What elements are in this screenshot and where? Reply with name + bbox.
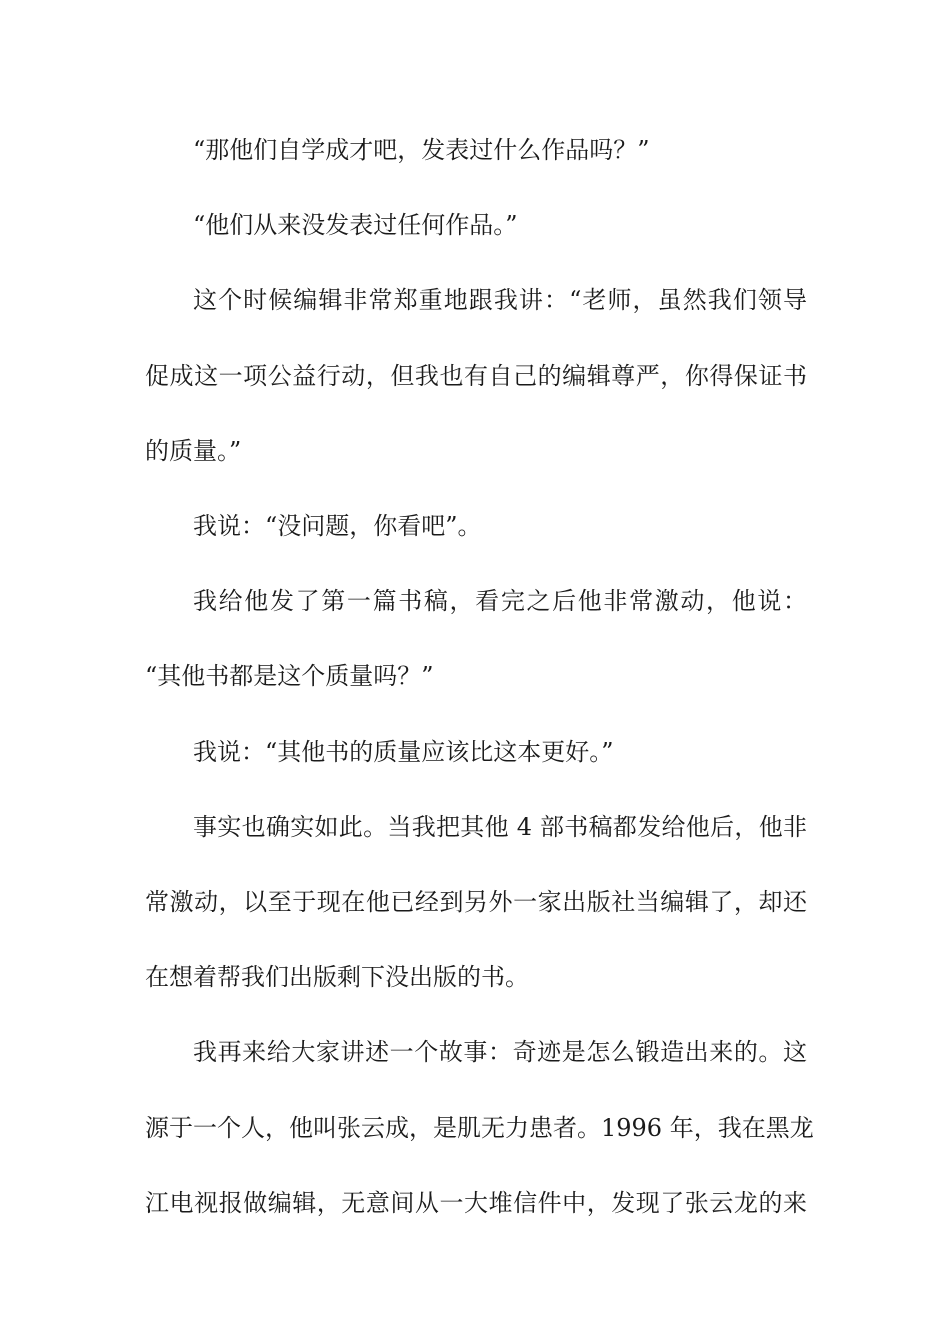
text-line: “那他们自学成才吧，发表过什么作品吗？” xyxy=(193,136,650,164)
text-line: 事实也确实如此。当我把其他 4 部书稿都发给他后，他非 xyxy=(193,813,807,841)
text-line: 江电视报做编辑，无意间从一大堆信件中，发现了张云龙的来 xyxy=(145,1189,807,1217)
text-line: 常激动，以至于现在他已经到另外一家出版社当编辑了，却还 xyxy=(145,888,807,916)
text-line: 我再来给大家讲述一个故事：奇迹是怎么锻造出来的。这 xyxy=(193,1038,807,1066)
text-line: “其他书都是这个质量吗？” xyxy=(145,662,434,690)
text-line: 我说：“其他书的质量应该比这本更好。” xyxy=(193,738,614,766)
text-line: 源于一个人，他叫张云成，是肌无力患者。1996 年，我在黑龙 xyxy=(145,1114,814,1142)
text-line: 的质量。” xyxy=(145,437,242,465)
text-line: 这个时候编辑非常郑重地跟我讲：“老师，虽然我们领导 xyxy=(193,286,807,314)
text-line: 我说：“没问题，你看吧”。 xyxy=(193,512,482,540)
text-line: 我给他发了第一篇书稿，看完之后他非常激动，他说： xyxy=(193,587,807,615)
text-line: 在想着帮我们出版剩下没出版的书。 xyxy=(145,963,529,991)
text-line: 促成这一项公益行动，但我也有自己的编辑尊严，你得保证书 xyxy=(145,362,807,390)
text-line: “他们从来没发表过任何作品。” xyxy=(193,211,518,239)
